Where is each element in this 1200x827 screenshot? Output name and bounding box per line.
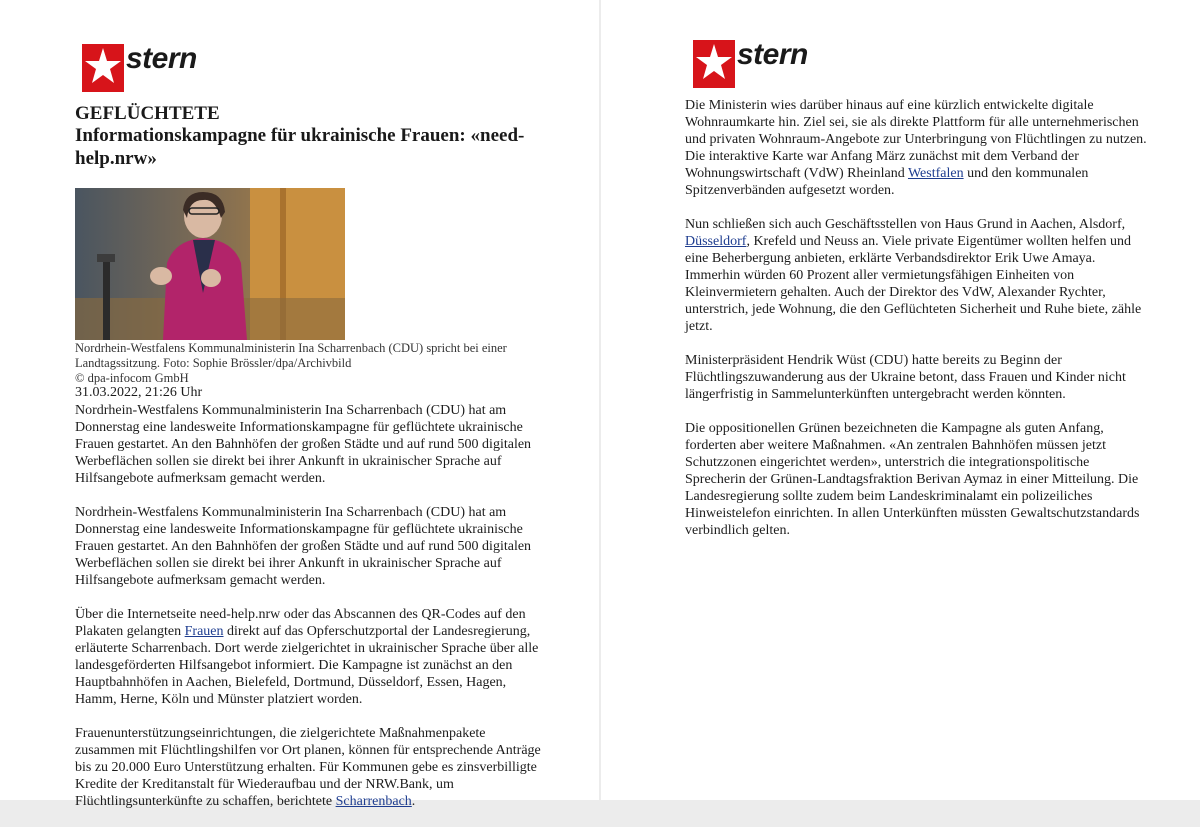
stern-star-icon xyxy=(82,44,126,92)
paragraph-2: Nordrhein-Westfalens Kommunalministerin Ina Scharrenbach (CDU) hat am Donnerstag eine landesweite Informationskampagne für geflüchtete ukrainische Frauen gestartet. An den Bahnhöfen der großen Städte und auf rund 500 digitalen Werbeflächen sollen sie direkt bei ihrer Ankunft in ukrainischer Sprache auf Hilfsangebote aufmerksam gemacht werden. xyxy=(75,505,532,588)
paragraph-4-text-b: . xyxy=(411,794,416,809)
article-body-left xyxy=(75,402,545,827)
paragraph-3-text-a: Über die Internetseite need-help.nrw oder das Abscannen des QR-Codes auf den Plakaten gelangten xyxy=(75,607,526,639)
paragraph-4 xyxy=(75,725,545,810)
paragraph-5-text-a: Die Ministerin wies darüber hinaus auf eine kürzlich entwickelte digitale Wohnraumkarte hin. Ziel sei, sie als direkte Plattform für alle unternehmerischen und privaten Wohnraum-Angebote zur Unterbringung von Flüchtlingen zu nutzen. Die interaktive Karte war Anfang März zunächst mit dem Verband der Wohnungswirtschaft (VdW) Rheinland xyxy=(685,98,1147,181)
paragraph-8: Die oppositionellen Grünen bezeichneten die Kampagne als guten Anfang, forderten aber weitere Maßnahmen. «An zentralen Bahnhöfen müssen jetzt Schutzzonen eingerichtet werden», unterstrich die integrationspolitische Sprecherin der Grünen-Landtagsfraktion Berivan Aymaz in einer Mitteilung. Die Landesregierung sollte zudem beim Landeskriminalamt ein polizeiliches Hinweistelefon einrichten. In allen Unterkünften müssten Gewaltschutzstandards verbindlich gelten. xyxy=(685,421,1140,538)
page-right xyxy=(601,0,1200,800)
link-westfalen[interactable]: Westfalen xyxy=(907,166,964,181)
article-body-right xyxy=(685,97,1147,556)
article-date: 31.03.2022, 21:26 Uhr xyxy=(75,385,203,400)
stern-wordmark: stern xyxy=(737,38,808,71)
stern-star-icon xyxy=(693,40,737,88)
paragraph-3 xyxy=(75,606,545,708)
article-photo xyxy=(75,188,345,340)
link-duesseldorf[interactable]: Düsseldorf xyxy=(685,234,747,249)
paragraph-5-text-b: und den kommunalen Spitzenverbänden aufgesetzt worden. xyxy=(685,166,1089,198)
article-kicker: GEFLÜCHTETE xyxy=(75,103,220,124)
stern-wordmark: stern xyxy=(126,42,197,75)
paragraph-7: Ministerpräsident Hendrik Wüst (CDU) hatte bereits zu Beginn der Flüchtlingszuwanderung aus der Ukraine betont, dass Frauen und Kinder nicht längerfristig in Sammelunterkünften untergebracht werden könnten. xyxy=(685,353,1126,402)
article-title: Informationskampagne für ukrainische Frauen: «need-help.nrw» xyxy=(75,125,525,169)
caption-copyright: © dpa-infocom GmbH xyxy=(75,371,189,385)
paragraph-6-text-b: , Krefeld und Neuss an. Viele private Eigentümer wollten helfen und eine Beherbergung anbieten, erklärte Verbandsdirektor Erik Uwe Amaya. Immerhin würden 60 Prozent aller vermietungsfähigen Einheiten von Kleinvermietern gehalten. Auch der Direktor des VdW, Alexander Rychter, unterstrich, jede Wohnung, die den Geflüchteten Sicherheit und Ruhe biete, zähle jetzt. xyxy=(685,234,1142,334)
photo-caption xyxy=(75,341,545,386)
caption-line-1: Nordrhein-Westfalens Kommunalministerin Ina Scharrenbach (CDU) spricht bei einer xyxy=(75,341,507,355)
paragraph-6 xyxy=(685,216,1147,335)
paragraph-1: Nordrhein-Westfalens Kommunalministerin Ina Scharrenbach (CDU) hat am Donnerstag eine landesweite Informationskampagne für geflüchtete ukrainische Frauen gestartet. An den Bahnhöfen der großen Städte und auf rund 500 digitalen Werbeflächen sollen sie direkt bei ihrer Ankunft in ukrainischer Sprache auf Hilfsangebote aufmerksam gemacht werden. xyxy=(75,403,532,486)
paragraph-5 xyxy=(685,97,1147,199)
page-left xyxy=(0,0,599,809)
link-frauen[interactable]: Frauen xyxy=(184,624,224,639)
paragraph-6-text-a: Nun schließen sich auch Geschäftsstellen von Haus Grund in Aachen, Alsdorf, xyxy=(685,217,1126,232)
caption-line-2: Landtagssitzung. Foto: Sophie Brössler/dpa/Archivbild xyxy=(75,356,352,370)
paragraph-4-text-a: Frauenunterstützungseinrichtungen, die zielgerichtete Maßnahmenpakete zusammen mit Flüchtlingshilfen vor Ort planen, können für entsprechende Anträge bis zu 20.000 Euro Unterstützung erhalten. Für Kommunen gebe es zinsverbilligte Kredite der Kreditanstalt für Wiederaufbau und der NRW.Bank, um Flüchtlingsunterkünfte zu schaffen, berichtete xyxy=(75,726,541,809)
link-scharrenbach[interactable]: Scharrenbach xyxy=(335,794,412,809)
paragraph-3-text-b: direkt auf das Opferschutzportal der Landesregierung, erläuterte Scharrenbach. Dort werde zielgerichtet in ukrainischer Sprache über alle landesgeförderten Hilfsangebot informiert. Die Kampagne ist zunächst an den Hauptbahnhöfen in Aachen, Bielefeld, Dortmund, Düsseldorf, Essen, Hagen, Hamm, Herne, Köln und Münster platziert worden. xyxy=(75,624,539,707)
